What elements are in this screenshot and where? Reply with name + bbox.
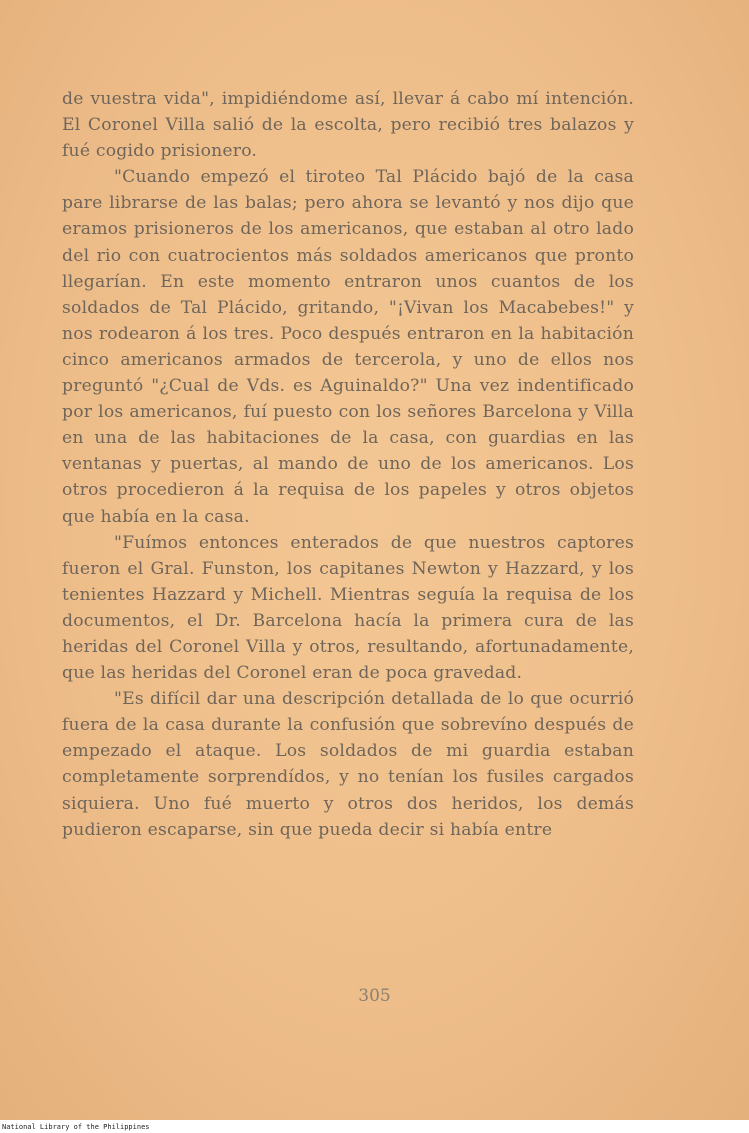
paragraph-3: "Fuímos entonces enterados de que nuestros captores fueron el Gral. Funston, los capitanes Newton y Hazzard, y los tenientes Hazzard y Michell. Mientras seguía la requisa de los documentos, el Dr. Barcelona hacía la primera cura de las heridas del Coronel Villa y otros, resultando, afortunadamente, que las heridas del Coronel eran de poca gravedad. bbox=[62, 532, 634, 684]
page-number: 305 bbox=[358, 986, 391, 1006]
footer-credit: National Library of the Philippines bbox=[2, 1123, 150, 1131]
body-text bbox=[62, 86, 634, 843]
paragraph-4: "Es difícil dar una descripción detallada de lo que ocurrió fuera de la casa durante la confusión que sobrevíno después de empezado el ataque. Los soldados de mi guardia estaban completamente sorprendídos, y no tenían los fusiles cargados siquiera. Uno fué muerto y otros dos heridos, los demás pudieron escaparse, sin que pueda decir si había entre bbox=[62, 689, 634, 840]
paragraph-1: de vuestra vida", impidiéndome así, llevar á cabo mí intención. El Coronel Villa salió de la escolta, pero recibió tres balazos y fué cogido prisionero. bbox=[62, 89, 634, 162]
paragraph-2: "Cuando empezó el tiroteo Tal Plácido bajó de la casa pare librarse de las balas; pero ahora se levantó y nos dijo que eramos prisioneros de los americanos, que estaban al otro lado del rio con cuatrocientos más soldados americanos que pronto llegarían. En este momento entraron unos cuantos de los soldados de Tal Plácido, gritando, "¡Vivan los Macabebes!" y nos rodearon á los tres. Poco después entraron en la habitación cinco americanos armados de tercerola, y uno de ellos nos preguntó "¿Cual de Vds. es Aguinaldo?" Una vez indentificado por los americanos, fuí puesto con los señores Barcelona y Villa en una de las habitaciones de la casa, con guardias en las ventanas y puertas, al mando de uno de los americanos. Los otros procedieron á la requisa de los papeles y otros objetos que había en la casa. bbox=[62, 167, 634, 527]
